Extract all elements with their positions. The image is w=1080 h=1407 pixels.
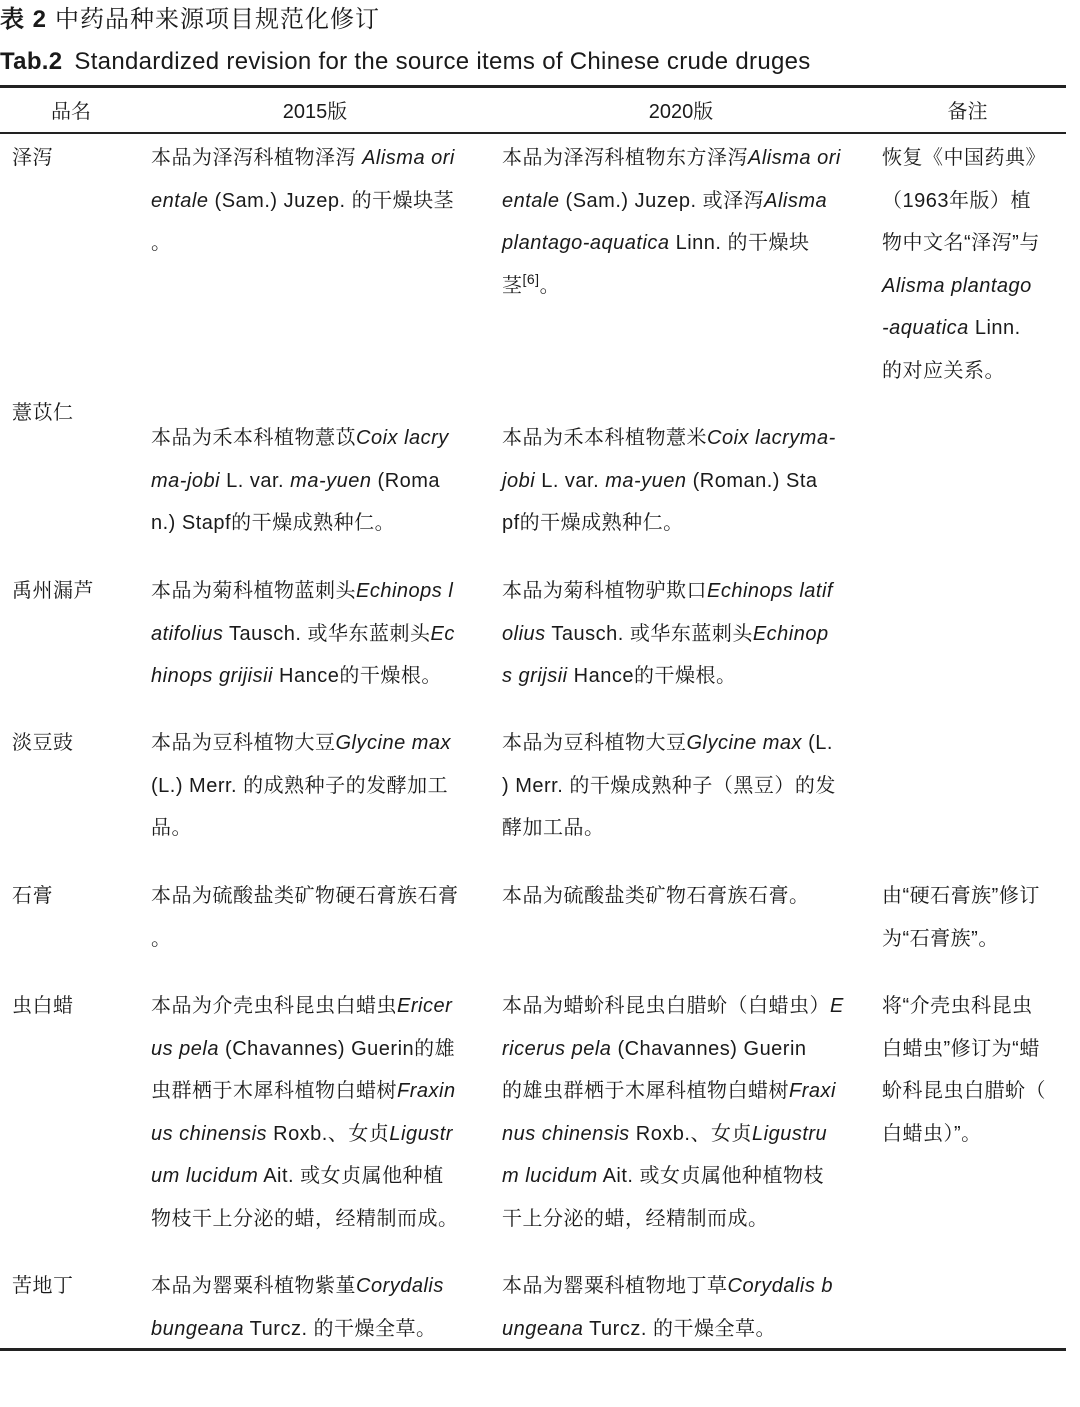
cell-2020: 本品为硫酸盐类矿物石膏族石膏。	[502, 885, 810, 907]
cell-2015: 本品为菊科植物蓝刺头Echinops l atifolius Tausch. 或华东蓝刺头Ec hinops grijisii Hance的干燥根。	[151, 580, 455, 687]
table-header-rule	[0, 132, 1066, 134]
latin-name: Alisma ori	[362, 147, 455, 169]
latin-name: Ligustru	[752, 1122, 828, 1145]
latin-name: atifolius	[151, 622, 224, 645]
latin-name: Ec	[430, 622, 455, 645]
caption-number-cn: 表 2	[0, 6, 48, 33]
latin-name: nus chinensis	[502, 1122, 630, 1145]
latin-name: hinops grijisii	[151, 665, 273, 687]
latin-name: -aquatica	[882, 317, 969, 339]
latin-name: Echinop	[752, 622, 829, 645]
latin-name: us chinensis	[151, 1122, 268, 1145]
latin-name: um lucidum	[151, 1165, 259, 1187]
latin-name: Coix lacryma-	[707, 427, 836, 449]
latin-name: olius	[502, 622, 546, 645]
latin-name: s grijsii	[502, 665, 568, 687]
cell-2015: 本品为泽泻科植物泽泻 Alisma ori entale (Sam.) Juzep. 的干燥块茎 。	[151, 147, 455, 254]
cell-2020: 本品为罂粟科植物地丁草Corydalis b ungeana Turcz. 的干燥全草。	[502, 1275, 834, 1340]
column-header-name: 品名	[51, 101, 91, 123]
cell-2015: 本品为豆科植物大豆Glycine max (L.) Merr. 的成熟种子的发酵加工 品。	[151, 732, 452, 839]
cell-name: 薏苡仁	[12, 402, 74, 424]
latin-name: entale	[502, 189, 560, 212]
latin-name: ungeana	[502, 1317, 584, 1340]
latin-name: entale	[151, 189, 209, 212]
latin-name: Alisma ori	[748, 147, 841, 169]
caption-title-cn: 中药品种来源项目规范化修订	[55, 6, 381, 33]
cell-note: 将“介壳虫科昆虫 白蜡虫”修订为“蜡 蚧科昆虫白腊蚧（ 白蜡虫）”。	[882, 995, 1046, 1145]
latin-name: ricerus pela	[502, 1037, 612, 1060]
latin-name: Echinops l	[356, 580, 454, 602]
cell-2015: 本品为罂粟科植物紫堇Corydalis bungeana Turcz. 的干燥全草。	[151, 1275, 444, 1340]
cell-2020: 本品为禾本科植物薏米Coix lacryma- jobi L. var. ma-yuen (Roman.) Sta pf的干燥成熟种仁。	[502, 427, 836, 534]
latin-name: E	[830, 995, 844, 1017]
latin-name: Glycine max	[686, 732, 803, 754]
latin-name: ma-jobi	[151, 469, 221, 492]
cell-2020: 本品为蜡蚧科昆虫白腊蚧（白蜡虫）E ricerus pela (Chavannes) Guerin 的雄虫群栖于木犀科植物白蜡树Fraxi nus chinensis Roxb.、女贞Ligustru m lucidum Ait. 或女贞属他种植物枝 干上分泌的蜡，经精制而成。	[502, 995, 844, 1230]
latin-name: Fraxin	[397, 1080, 456, 1102]
table-caption-chinese	[0, 4, 380, 36]
latin-name: ma-yuen	[605, 469, 687, 492]
latin-name: m lucidum	[502, 1165, 598, 1187]
column-header-2020: 2020版	[648, 101, 714, 123]
latin-name: Glycine max	[335, 732, 452, 754]
cell-2015: 本品为禾本科植物薏苡Coix lacry ma-jobi L. var. ma-yuen (Roma n.) Stapf的干燥成熟种仁。	[151, 427, 449, 534]
latin-name: ma-yuen	[290, 469, 372, 492]
latin-name: us pela	[151, 1037, 219, 1060]
column-header-note: 备注	[947, 101, 988, 123]
table-caption-english	[0, 46, 811, 78]
cell-note: 恢复《中国药典》 （1963年版）植 物中文名“泽泻”与 Alisma plantago -aquatica Linn. 的对应关系。	[882, 147, 1046, 382]
caption-number-en: Tab.2	[0, 48, 63, 75]
latin-name: Coix lacry	[356, 427, 449, 449]
latin-name: Echinops latif	[707, 580, 833, 602]
cell-2020: 本品为豆科植物大豆Glycine max (L. ) Merr. 的干燥成熟种子（黑豆）的发 酵加工品。	[502, 732, 836, 839]
latin-name: Alisma	[764, 189, 828, 212]
latin-name: bungeana	[151, 1317, 244, 1340]
latin-name: jobi	[502, 469, 536, 492]
cell-note: 由“硬石膏族”修订 为“石膏族”。	[882, 885, 1040, 950]
cell-2020: 本品为泽泻科植物东方泽泻Alisma ori entale (Sam.) Juzep. 或泽泻Alisma plantago-aquatica Linn. 的干燥块 茎[6]。	[502, 147, 841, 297]
latin-name: Corydalis b	[727, 1275, 834, 1297]
cell-name: 淡豆豉	[12, 732, 74, 754]
latin-name: Fraxi	[789, 1080, 836, 1102]
column-header-2015: 2015版	[282, 101, 348, 123]
cell-2015: 本品为硫酸盐类矿物硬石膏族石膏 。	[151, 885, 459, 950]
table-top-rule	[0, 85, 1066, 88]
latin-name: Ligustr	[389, 1122, 453, 1145]
caption-title-en: Standardized revision for the source items of Chinese crude druges	[74, 48, 811, 75]
latin-name: Alisma plantago	[882, 274, 1032, 297]
cell-name: 石膏	[12, 885, 53, 907]
citation-ref: [6]	[522, 270, 540, 287]
cell-name: 禹州漏芦	[12, 580, 94, 602]
cell-2020: 本品为菊科植物驴欺口Echinops latif olius Tausch. 或华东蓝刺头Echinop s grijsii Hance的干燥根。	[502, 580, 833, 687]
latin-name: Ericer	[397, 995, 453, 1017]
cell-2015: 本品为介壳虫科昆虫白蜡虫Ericer us pela (Chavannes) Guerin的雄 虫群栖于木犀科植物白蜡树Fraxin us chinensis Roxb.、女贞Ligustr um lucidum Ait. 或女贞属他种植 物枝干上分泌的蜡，经精制而成。	[151, 995, 459, 1230]
cell-name: 泽泻	[12, 147, 53, 169]
latin-name: plantago-aquatica	[502, 232, 670, 254]
latin-name: Corydalis	[356, 1275, 444, 1297]
cell-name: 苦地丁	[12, 1275, 74, 1297]
cell-name: 虫白蜡	[12, 995, 74, 1017]
